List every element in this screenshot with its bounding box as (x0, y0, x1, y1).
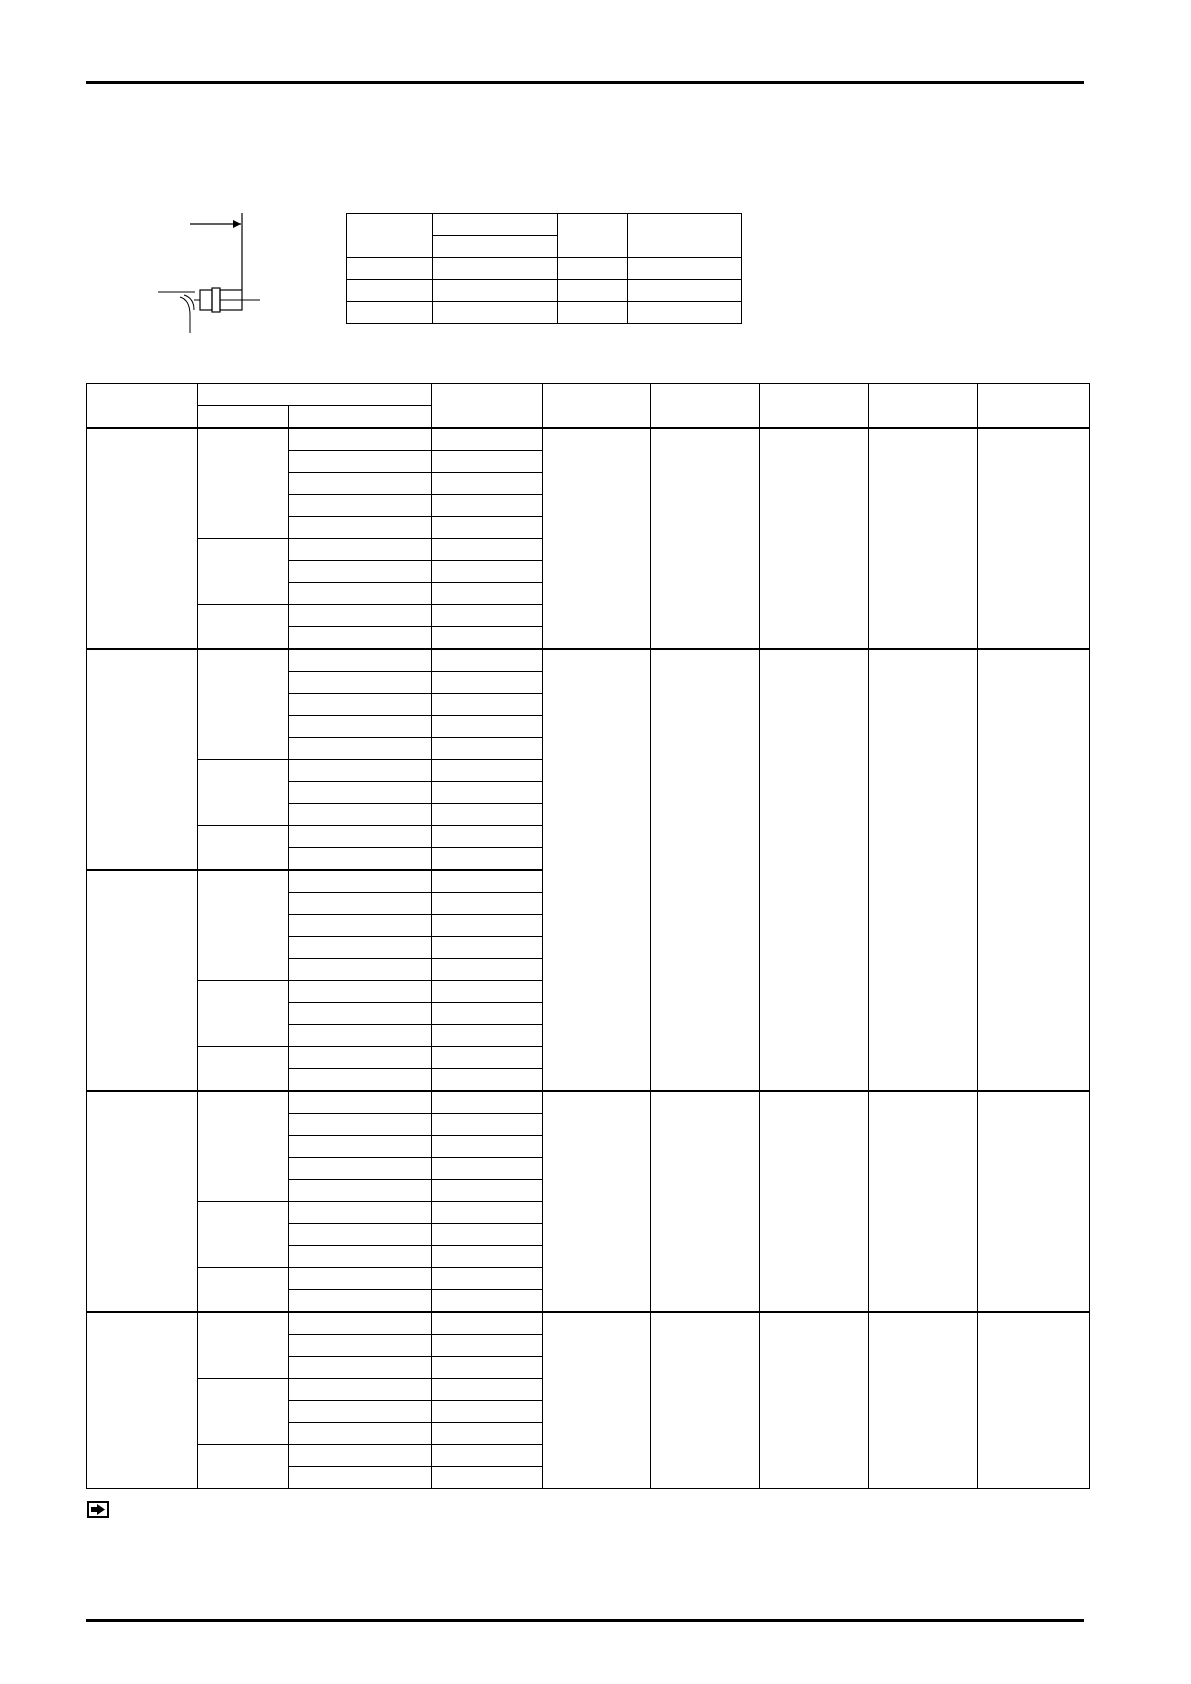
table-cell (289, 1445, 432, 1467)
table-cell (289, 406, 432, 429)
table-cell (432, 1136, 543, 1158)
table-cell (289, 804, 432, 826)
table-cell (87, 1312, 198, 1489)
table-cell (198, 1268, 289, 1313)
table-cell (432, 893, 543, 915)
table-cell (978, 1091, 1090, 1312)
table-cell (432, 1180, 543, 1202)
table-cell (869, 649, 978, 1091)
table-cell (198, 1202, 289, 1268)
table-cell (869, 384, 978, 429)
table-cell (558, 258, 628, 280)
table-cell (543, 1091, 651, 1312)
table-cell (289, 539, 432, 561)
table-cell (432, 258, 558, 280)
table-cell (347, 214, 433, 258)
table-cell (432, 760, 543, 782)
table-cell (628, 280, 742, 302)
table-cell (651, 649, 760, 1091)
table-cell (432, 451, 543, 473)
table-cell (760, 428, 869, 649)
table-cell (978, 1312, 1090, 1489)
table-cell (432, 694, 543, 716)
table-cell (289, 870, 432, 893)
table-cell (543, 1312, 651, 1489)
table-cell (289, 1312, 432, 1335)
table-cell (289, 1069, 432, 1092)
table-cell (543, 428, 651, 649)
table-cell (432, 561, 543, 583)
table-cell (289, 826, 432, 848)
table-cell (198, 649, 289, 760)
table-cell (198, 428, 289, 539)
table-cell (432, 1202, 543, 1224)
table-cell (198, 539, 289, 605)
table-cell (432, 937, 543, 959)
table-cell (289, 1467, 432, 1489)
table-cell (289, 1025, 432, 1047)
table-cell (289, 1290, 432, 1313)
table-cell (347, 302, 433, 324)
table-cell (289, 1047, 432, 1069)
table-cell (289, 716, 432, 738)
table-row (87, 428, 1090, 451)
table-cell (543, 384, 651, 429)
arrow-right-box-icon (87, 1501, 109, 1518)
table-cell (432, 848, 543, 871)
table-cell (760, 384, 869, 429)
table-cell (432, 1467, 543, 1489)
fitting-diagram (150, 205, 270, 335)
table-cell (432, 605, 543, 627)
table-cell (760, 1312, 869, 1489)
table-cell (432, 738, 543, 760)
table-cell (289, 583, 432, 605)
table-cell (432, 539, 543, 561)
table-cell (760, 649, 869, 1091)
table-cell (432, 1224, 543, 1246)
table-cell (289, 782, 432, 804)
table-cell (432, 1401, 543, 1423)
table-cell (628, 214, 742, 258)
table-cell (289, 915, 432, 937)
table-cell (289, 561, 432, 583)
table-row (347, 258, 742, 280)
table-cell (432, 1290, 543, 1313)
table-cell (869, 428, 978, 649)
table-cell (432, 1025, 543, 1047)
table-cell (432, 1091, 543, 1114)
table-cell (432, 1445, 543, 1467)
table-cell (289, 981, 432, 1003)
table-row (87, 384, 1090, 406)
table-row (347, 302, 742, 324)
table-cell (558, 302, 628, 324)
table-cell (347, 258, 433, 280)
table-cell (198, 1091, 289, 1202)
table-cell (289, 649, 432, 672)
table-cell (289, 1423, 432, 1445)
table-cell (289, 1136, 432, 1158)
table-cell (289, 1158, 432, 1180)
table-cell (289, 517, 432, 539)
table-cell (432, 1158, 543, 1180)
table-row (87, 1312, 1090, 1335)
table-cell (289, 451, 432, 473)
table-cell (432, 804, 543, 826)
table-cell (432, 981, 543, 1003)
table-cell (198, 826, 289, 871)
table-cell (432, 384, 543, 429)
table-cell (558, 280, 628, 302)
table-cell (432, 1357, 543, 1379)
footer-rule (86, 1619, 1084, 1622)
table-row (87, 649, 1090, 672)
table-cell (289, 760, 432, 782)
table-cell (432, 428, 543, 451)
table-cell (651, 1312, 760, 1489)
table-cell (651, 384, 760, 429)
table-cell (289, 1335, 432, 1357)
table-cell (543, 649, 651, 1091)
table-cell (628, 258, 742, 280)
table-cell (289, 1003, 432, 1025)
table-cell (432, 583, 543, 605)
table-cell (432, 672, 543, 694)
table-cell (198, 870, 289, 981)
table-cell (432, 236, 558, 258)
table-cell (869, 1312, 978, 1489)
table-cell (432, 1246, 543, 1268)
table-cell (87, 428, 198, 649)
table-cell (432, 1268, 543, 1290)
table-cell (289, 1202, 432, 1224)
table-row (347, 214, 742, 236)
table-cell (347, 280, 433, 302)
table-cell (87, 384, 198, 429)
table-cell (432, 782, 543, 804)
table-cell (432, 495, 543, 517)
table-cell (432, 870, 543, 893)
table-cell (432, 1069, 543, 1092)
table-cell (289, 428, 432, 451)
table-row (347, 280, 742, 302)
table-cell (760, 1091, 869, 1312)
table-cell (289, 495, 432, 517)
table-cell (289, 1114, 432, 1136)
main-table (86, 383, 1090, 1489)
table-cell (432, 280, 558, 302)
table-cell (289, 473, 432, 495)
table-cell (289, 937, 432, 959)
table-cell (432, 627, 543, 650)
table-cell (869, 1091, 978, 1312)
table-cell (651, 1091, 760, 1312)
table-cell (87, 870, 198, 1091)
table-cell (432, 959, 543, 981)
table-cell (198, 384, 432, 406)
table-cell (198, 981, 289, 1047)
table-cell (432, 1047, 543, 1069)
table-cell (432, 1335, 543, 1357)
table-cell (432, 1423, 543, 1445)
table-cell (651, 428, 760, 649)
table-cell (198, 1445, 289, 1489)
table-cell (432, 1312, 543, 1335)
table-cell (432, 1114, 543, 1136)
table-cell (289, 738, 432, 760)
table-cell (198, 605, 289, 650)
header-rule (86, 81, 1084, 84)
table-cell (432, 1379, 543, 1401)
table-row (87, 1091, 1090, 1114)
table-cell (289, 848, 432, 871)
table-cell (432, 649, 543, 672)
table-cell (289, 1224, 432, 1246)
table-cell (289, 627, 432, 650)
table-cell (558, 214, 628, 258)
table-cell (289, 1379, 432, 1401)
table-cell (198, 1047, 289, 1092)
table-cell (289, 1091, 432, 1114)
table-cell (432, 716, 543, 738)
table-cell (289, 694, 432, 716)
table-cell (432, 473, 543, 495)
table-cell (432, 302, 558, 324)
table-cell (87, 1091, 198, 1312)
table-cell (978, 428, 1090, 649)
table-cell (198, 760, 289, 826)
table-cell (87, 649, 198, 870)
table-cell (978, 649, 1090, 1091)
table-cell (289, 1357, 432, 1379)
table-cell (289, 1246, 432, 1268)
table-cell (198, 1379, 289, 1445)
table-cell (432, 1003, 543, 1025)
table-cell (289, 672, 432, 694)
table-cell (289, 959, 432, 981)
table-cell (198, 406, 289, 429)
table-cell (198, 1312, 289, 1379)
table-cell (432, 517, 543, 539)
table-cell (432, 214, 558, 236)
table-cell (628, 302, 742, 324)
small-table (346, 213, 742, 324)
table-cell (289, 1268, 432, 1290)
table-cell (289, 1401, 432, 1423)
table-cell (432, 826, 543, 848)
table-cell (289, 1180, 432, 1202)
table-cell (432, 915, 543, 937)
table-cell (289, 893, 432, 915)
table-cell (978, 384, 1090, 429)
table-cell (289, 605, 432, 627)
